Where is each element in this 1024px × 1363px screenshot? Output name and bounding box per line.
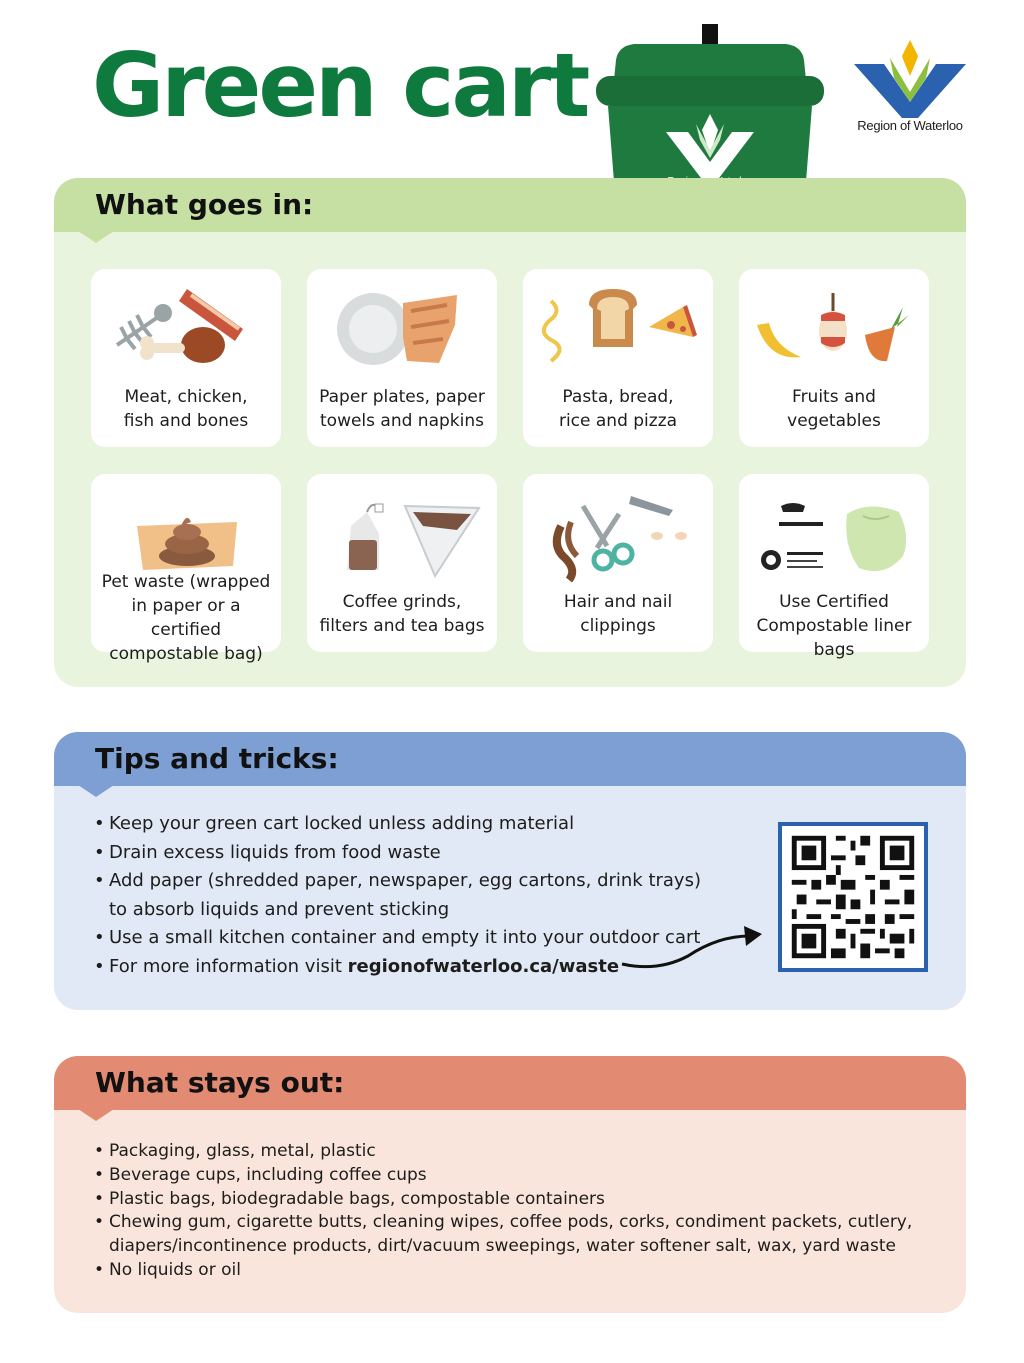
list-item: • Beverage cups, including coffee cups bbox=[94, 1164, 912, 1188]
list-item: • Keep your green cart locked unless adding material bbox=[94, 810, 701, 839]
card-liner-bags bbox=[739, 474, 929, 660]
card-meat bbox=[91, 269, 281, 447]
what-stays-out-section bbox=[54, 1056, 966, 1313]
card-hair-nail bbox=[523, 474, 713, 652]
pasta-bread-pizza-icon bbox=[523, 281, 713, 377]
paper-plates-icon bbox=[307, 281, 497, 377]
card-label: Meat, chicken, fish and bones bbox=[123, 387, 249, 431]
fruits-vegetables-icon bbox=[739, 281, 929, 377]
pet-waste-icon bbox=[91, 486, 281, 582]
card-coffee bbox=[307, 474, 497, 652]
header-notch bbox=[78, 1109, 114, 1121]
card-label: Coffee grinds, filters and tea bags bbox=[319, 592, 485, 636]
list-item-continuation: to absorb liquids and prevent sticking bbox=[109, 898, 450, 920]
list-item: • Add paper (shredded paper, newspaper, egg cartons, drink trays) bbox=[94, 867, 701, 896]
list-item: • For more information visit regionofwaterloo.ca/waste bbox=[94, 953, 701, 982]
what-goes-in-section bbox=[54, 178, 966, 687]
qr-code[interactable] bbox=[778, 822, 928, 972]
region-logo bbox=[846, 38, 974, 138]
list-item: • Packaging, glass, metal, plastic bbox=[94, 1140, 912, 1164]
what-stays-out-heading: What stays out: bbox=[54, 1056, 966, 1110]
card-label: Hair and nail clippings bbox=[563, 592, 673, 636]
list-item: • Chewing gum, cigarette butts, cleaning wipes, coffee pods, corks, condiment packets, cutlery, bbox=[94, 1211, 912, 1235]
list-item: • Plastic bags, biodegradable bags, compostable containers bbox=[94, 1188, 912, 1212]
tips-list bbox=[94, 810, 701, 982]
card-label: Pet waste (wrapped in paper or a certified compostable bag) bbox=[101, 572, 271, 664]
stays-out-list bbox=[94, 1140, 912, 1283]
tips-heading: Tips and tricks: bbox=[54, 732, 966, 786]
list-item-continuation: diapers/incontinence products, dirt/vacuum sweepings, water softener salt, wax, yard waste bbox=[109, 1236, 896, 1257]
arrow-icon bbox=[618, 922, 768, 978]
header-notch bbox=[78, 785, 114, 797]
hair-nail-clippings-icon bbox=[523, 486, 713, 582]
list-item: • No liquids or oil bbox=[94, 1259, 912, 1283]
card-label: Pasta, bread, rice and pizza bbox=[558, 387, 678, 431]
what-goes-in-heading: What goes in: bbox=[54, 178, 966, 232]
card-pasta-bread bbox=[523, 269, 713, 447]
list-item: • Drain excess liquids from food waste bbox=[94, 839, 701, 868]
page-title: Green cart bbox=[92, 34, 588, 137]
tips-section bbox=[54, 732, 966, 1010]
card-label: Fruits and vegetables bbox=[787, 387, 881, 431]
more-info-link[interactable]: regionofwaterloo.ca/waste bbox=[347, 955, 620, 977]
list-item: • Use a small kitchen container and empty it into your outdoor cart bbox=[94, 924, 701, 953]
header-notch bbox=[78, 231, 114, 243]
card-paper-plates bbox=[307, 269, 497, 447]
card-label: Paper plates, paper towels and napkins bbox=[319, 387, 485, 431]
region-of-waterloo-logo-icon bbox=[846, 38, 974, 118]
qr-code-icon bbox=[782, 826, 924, 968]
meat-fish-bones-icon bbox=[91, 281, 281, 377]
card-label: Use Certified Compostable liner bags bbox=[756, 592, 912, 660]
compostable-bag-icon bbox=[739, 486, 929, 582]
coffee-tea-icon bbox=[307, 486, 497, 582]
logo-text: Region of Waterloo bbox=[857, 118, 963, 133]
card-pet-waste bbox=[91, 474, 281, 664]
card-fruits bbox=[739, 269, 929, 447]
